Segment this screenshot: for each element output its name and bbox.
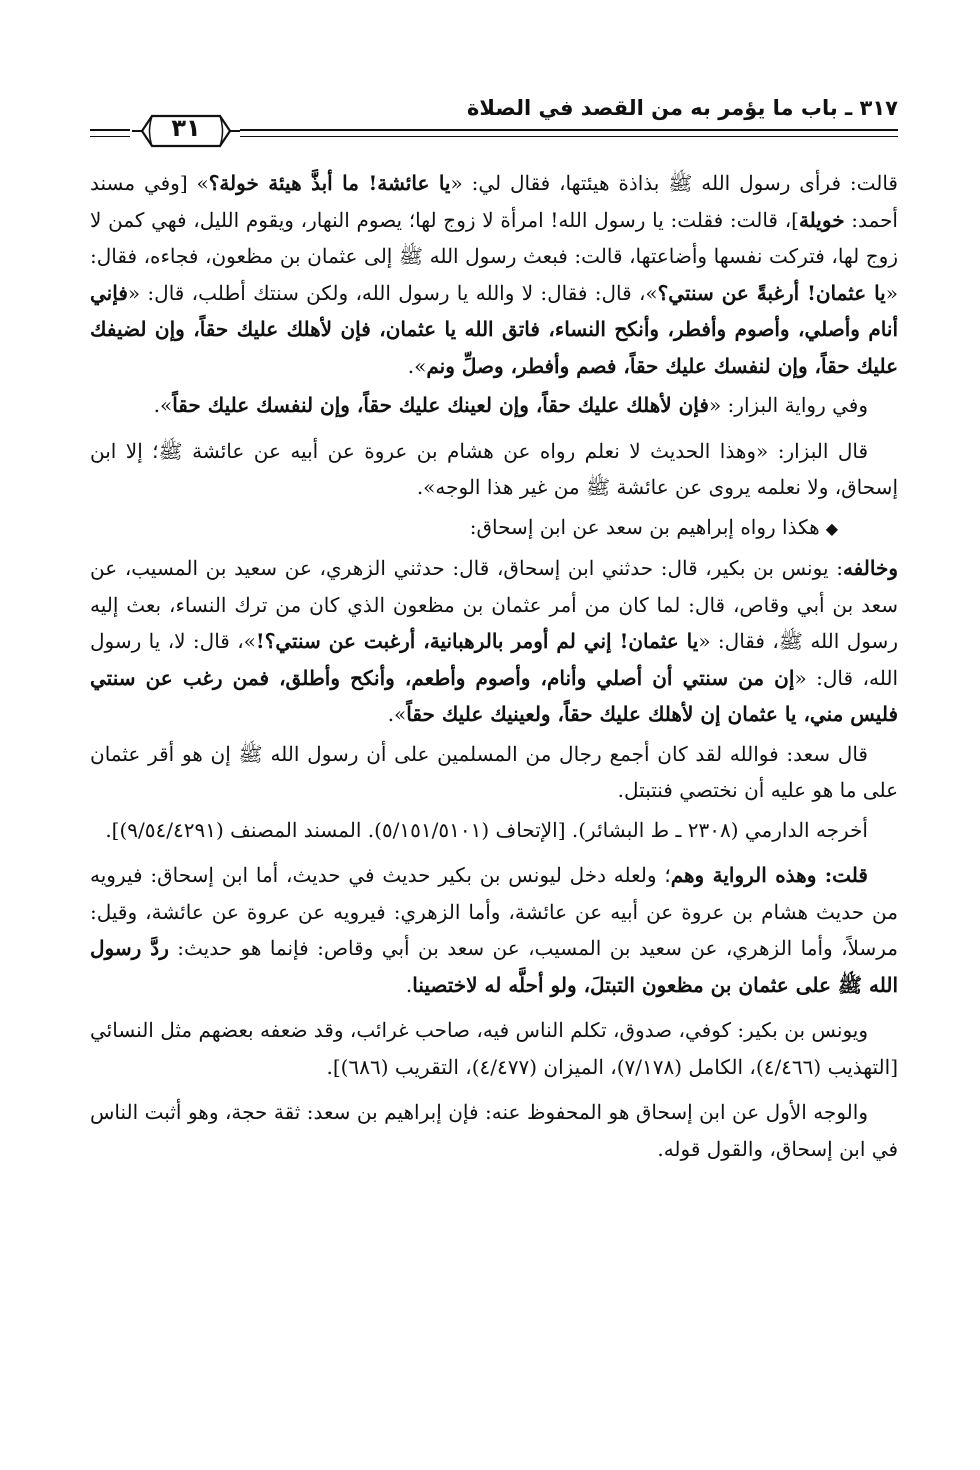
emphasized-text: يا عائشة! ما أبذَّ هيئة خولة؟ (208, 171, 451, 195)
text-run: : يونس بن بكير، قال: حدثني ابن إسحاق، قال: حدثني الزهري، عن سعيد بن المسيب، عن سعد بن أبي وقاص، قال: لما كان من أمر عثمان بن مظعون الذي كان من ترك النساء، بعث إليه رسول الله ﷺ، فقال: « (90, 556, 898, 653)
header-rule-left (90, 129, 130, 137)
paragraph-p1 (90, 165, 898, 384)
bullet-marker-icon: ◆ (825, 518, 838, 538)
text-run: ». (407, 353, 427, 378)
paragraph-p5 (90, 550, 898, 733)
emphasized-text: وخالفه (842, 556, 898, 580)
chapter-title: ٣١٧ ـ باب ما يؤمر به من القصد في الصلاة (467, 96, 898, 120)
paragraph-p9 (90, 1012, 898, 1085)
text-run: ». (387, 702, 407, 726)
text-run: قالت: فرأى رسول الله ﷺ بذاذة هيئتها، فقال لي: « (450, 171, 898, 195)
emphasized-text: إن من سنتي أن أصلي وأنام، وأصوم وأطعم، وأنكح وأطلق، فمن رغب عن سنتي فليس مني، يا عثمان إن لأهلك عليك حقاً، ولعينيك عليك حقاً (90, 665, 898, 726)
emphasized-text: ردَّ رسول الله ﷺ على عثمان بن مظعون التبتلَ، ولو أحلَّه له لاختصينا (90, 936, 898, 997)
emphasized-text: يا عثمان! إني لم أومر بالرهبانية، أرغبت عن سنتي؟! (255, 629, 699, 653)
text-run: ويونس بن بكير: كوفي، صدوق، تكلم الناس فيه، صاحب غرائب، وقد ضعفه بعضهم مثل النسائي [التهذيب (٤/٤٦٦)، الكامل (٧/١٧٨)، الميزان (٤/٤٧٧)، التقريب (٦٨٦)]. (90, 1018, 898, 1079)
text-run: »، قال: لا، يا رسول الله، قال: « (90, 629, 899, 690)
text-run: قال سعد: فوالله لقد كان أجمع رجال من المسلمين على أن رسول الله ﷺ إن هو أقر عثمان على ما هو عليه أن نختصي فنتبتل. (90, 741, 898, 802)
text-run: قال البزار: «وهذا الحديث لا نعلم رواه عن هشام بن عروة عن أبيه عن عائشة ﷺ؛ إلا ابن إسحاق، ولا نعلمه يروى عن عائشة ﷺ من غير هذا الوجه». (90, 438, 898, 499)
text-run: ؛ ولعله دخل ليونس بن بكير حديث في حديث، أما ابن إسحاق: فيرويه من حديث هشام بن عروة عن أبيه عن عائشة، وأما الزهري: فيرويه عن عروة عن عائشة، وقيل: مرسلاً، وأما الزهري، عن سعيد بن المسيب، عن سعد بن أبي وقاص: فإنما هو حديث: (90, 863, 898, 960)
paragraph-p10 (90, 1094, 898, 1167)
paragraph-p6 (90, 736, 898, 809)
text-run: هكذا رواه إبراهيم بن سعد عن ابن إسحاق: (469, 514, 820, 539)
paragraph-p8 (90, 857, 898, 1003)
text-run: »، قال: فقال: لا والله يا رسول الله، ولكن سنتك أطلب، قال: « (127, 280, 658, 305)
text-run: ». (153, 393, 173, 417)
text-run: وفي رواية البزار: « (708, 393, 868, 417)
paragraph-p4 (90, 509, 898, 548)
emphasized-text: فإني أنام وأصلي، وأصوم وأفطر، وأنكح النساء، فاتق الله يا عثمان، فإن لأهلك عليك حقاً، وإن لضيفك عليك حقاً، وإن لنفسك عليك حقاً، فصم وأفطر، وصلِّ ونم (90, 280, 898, 378)
text-run: » [وفي مسند أحمد: (90, 171, 898, 232)
text-run: . (405, 972, 413, 997)
emphasized-text: قلت: وهذه الرواية وهم (670, 863, 868, 887)
page-body (90, 165, 898, 1170)
emphasized-text: فإن لأهلك عليك حقاً، وإن لعينك عليك حقاً، وإن لنفسك عليك حقاً (172, 393, 709, 417)
emphasized-text: يا عثمان! أرغبةً عن سنتي؟ (657, 280, 886, 305)
page-number-ornament (128, 108, 244, 154)
page-header (90, 92, 898, 152)
text-run: ]، قالت: فقلت: يا رسول الله! امرأة لا زوج لها؛ يصوم النهار، ويقوم الليل، فهي كمن لا زوج لها، فتركت نفسها وأضاعتها، قالت: فبعث رسول الله ﷺ إلى عثمان بن مظعون، فجاءه، فقال: « (90, 207, 899, 305)
paragraph-p3 (90, 433, 898, 506)
emphasized-text: خويلة (798, 207, 845, 232)
header-rule (240, 129, 898, 137)
text-run: والوجه الأول عن ابن إسحاق هو المحفوظ عنه: فإن إبراهيم بن سعد: ثقة حجة، وهو أثبت الناس في ابن إسحاق، والقول قوله. (90, 1100, 898, 1161)
paragraph-p2 (90, 387, 898, 424)
page-number: ٣١ (171, 114, 201, 142)
text-run: أخرجه الدارمي (٢٣٠٨ ـ ط البشائر). [الإتحاف (٥/١٥١/٥١٠١). المسند المصنف (٩/٥٤/٤٢٩١)]. (105, 817, 868, 842)
paragraph-p7 (90, 812, 898, 849)
